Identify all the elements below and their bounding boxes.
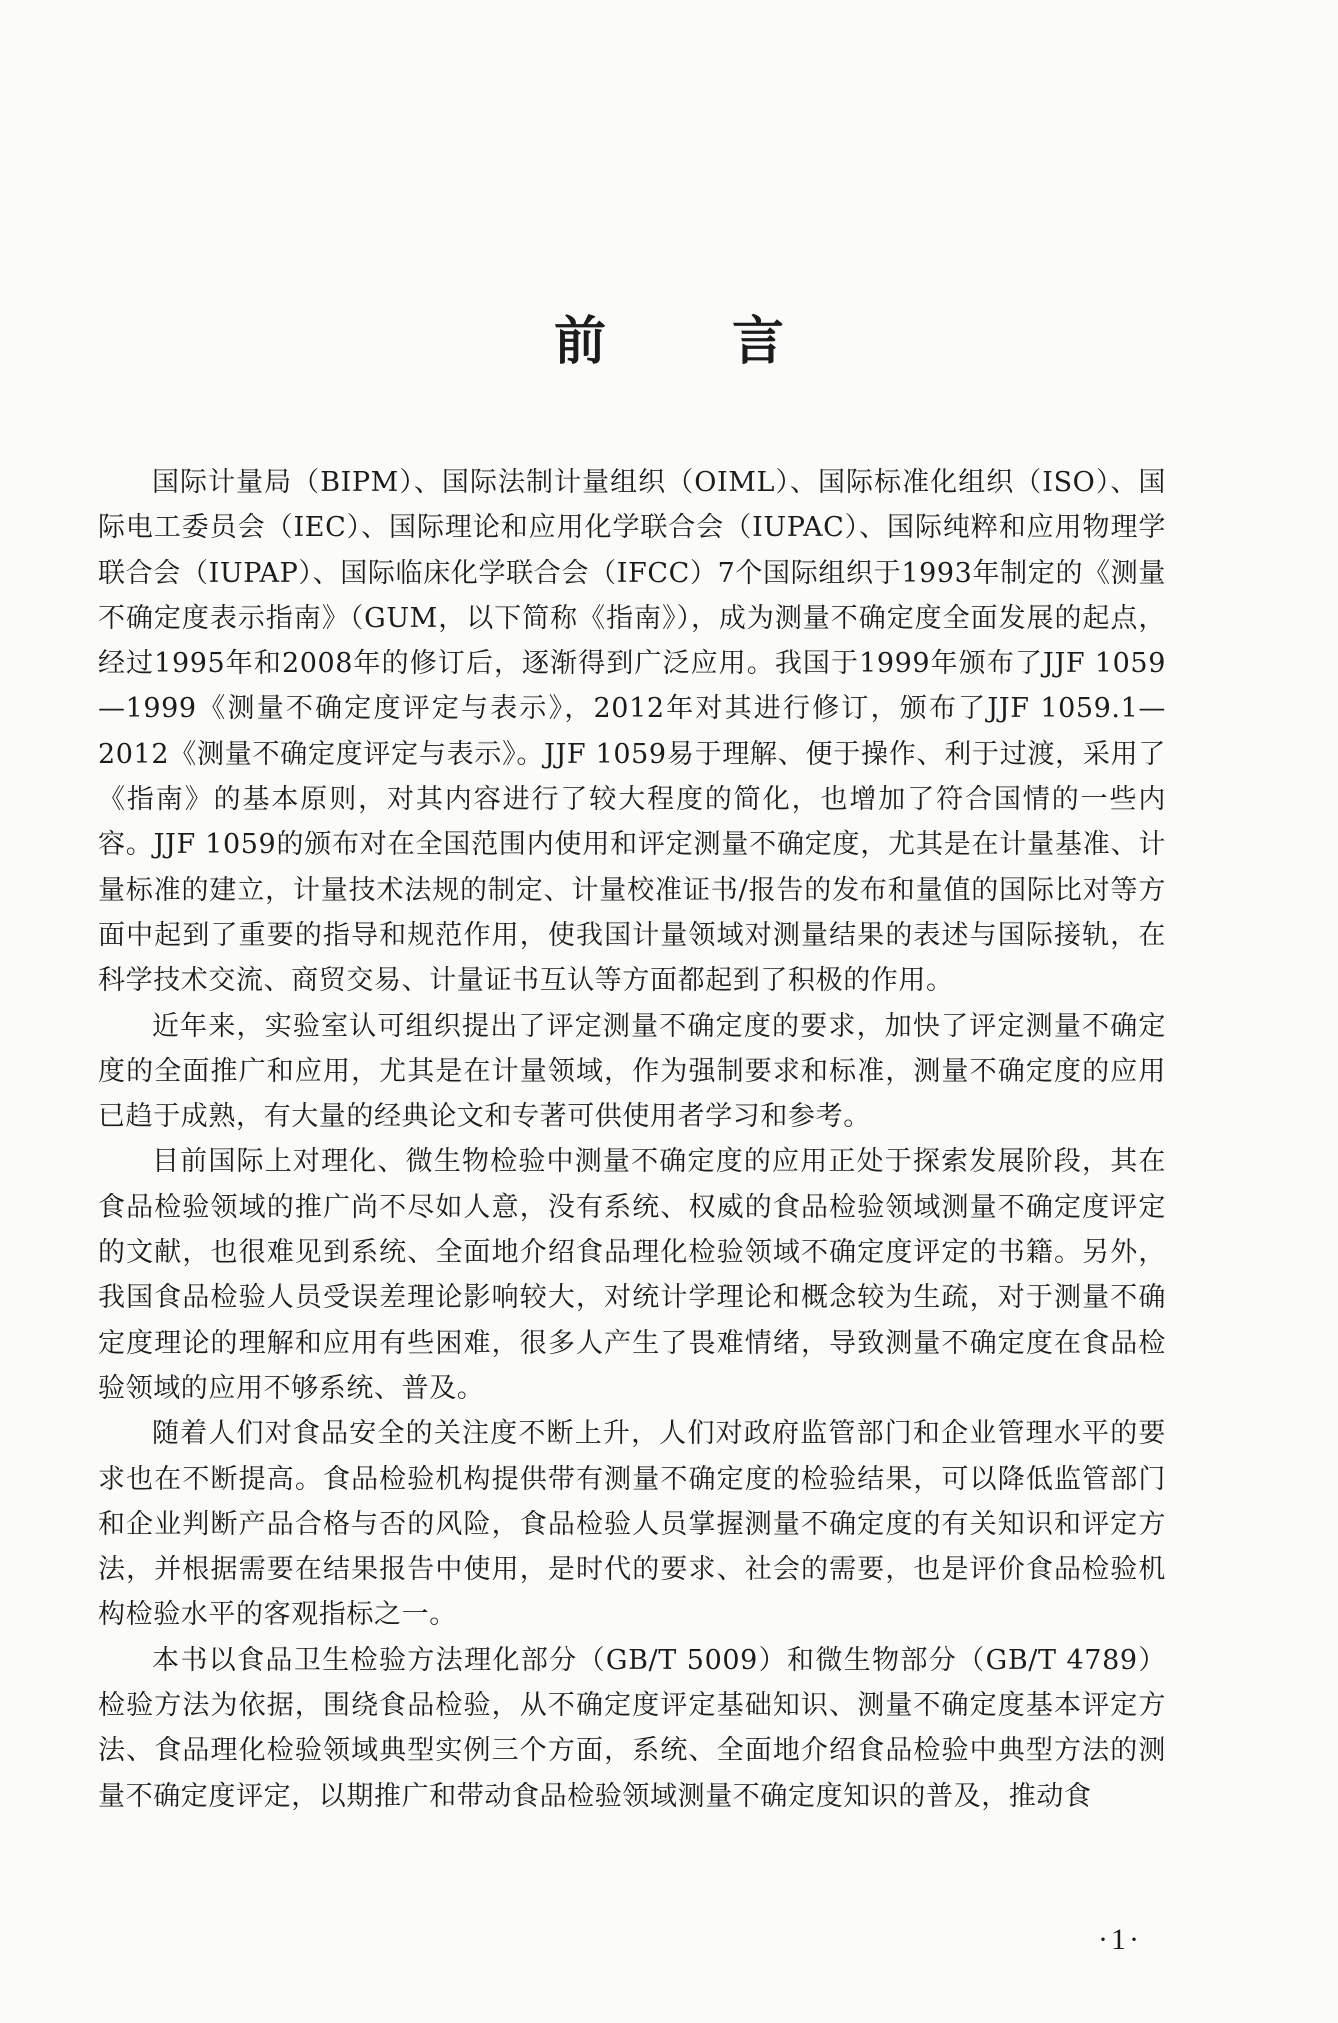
paragraph-1: 国际计量局（BIPM）、国际法制计量组织（OIML）、国际标准化组织（ISO）、国际电工委员会（IEC）、国际理论和应用化学联合会（IUPAC）、国际纯粹和应用物理学联合会（IUPAP）、国际临床化学联合会（IFCC）7个国际组织于1993年制定的《测量不确定度表示指南》（GUM，以下简称《指南》），成为测量不确定度全面发展的起点，经过1995年和2008年的修订后，逐渐得到广泛应用。我国于1999年颁布了JJF 1059—1999《测量不确定度评定与表示》，2012年对其进行修订，颁布了JJF 1059.1—2012《测量不确定度评定与表示》。JJF 1059易于理解、便于操作、利于过渡，采用了《指南》的基本原则，对其内容进行了较大程度的简化，也增加了符合国情的一些内容。JJF 1059的颁布对在全国范围内使用和评定测量不确定度，尤其是在计量基准、计量标准的建立，计量技术法规的制定、计量校准证书/报告的发布和量值的国际比对等方面中起到了重要的指导和规范作用，使我国计量领域对测量结果的表述与国际接轨，在科学技术交流、商贸交易、计量证书互认等方面都起到了积极的作用。	[98, 467, 1166, 997]
paragraph-2: 近年来，实验室认可组织提出了评定测量不确定度的要求，加快了评定测量不确定度的全面推广和应用，尤其是在计量领域，作为强制要求和标准，测量不确定度的应用已趋于成熟，有大量的经典论文和专著可供使用者学习和参考。	[98, 1010, 1166, 1133]
page-number: ·1·	[1098, 1923, 1142, 1956]
body-text	[98, 460, 1166, 1819]
page-title: 前 言	[553, 311, 839, 372]
paragraph-5: 本书以食品卫生检验方法理化部分（GB/T 5009）和微生物部分（GB/T 4789）检验方法为依据，围绕食品检验，从不确定度评定基础知识、测量不确定度基本评定方法、食品理化检验领域典型实例三个方面，系统、全面地介绍食品检验中典型方法的测量不确定度评定，以期推广和带动食品检验领域测量不确定度知识的普及，推动食	[98, 1644, 1166, 1812]
paragraph-4: 随着人们对食品安全的关注度不断上升，人们对政府监管部门和企业管理水平的要求也在不断提高。食品检验机构提供带有测量不确定度的检验结果，可以降低监管部门和企业判断产品合格与否的风险，食品检验人员掌握测量不确定度的有关知识和评定方法，并根据需要在结果报告中使用，是时代的要求、社会的需要，也是评价食品检验机构检验水平的客观指标之一。	[98, 1418, 1166, 1631]
paragraph-3: 目前国际上对理化、微生物检验中测量不确定度的应用正处于探索发展阶段，其在食品检验领域的推广尚不尽如人意，没有系统、权威的食品检验领域测量不确定度评定的文献，也很难见到系统、全面地介绍食品理化检验领域不确定度评定的书籍。另外，我国食品检验人员受误差理论影响较大，对统计学理论和概念较为生疏，对于测量不确定度理论的理解和应用有些困难，很多人产生了畏难情绪，导致测量不确定度在食品检验领域的应用不够系统、普及。	[98, 1146, 1166, 1404]
